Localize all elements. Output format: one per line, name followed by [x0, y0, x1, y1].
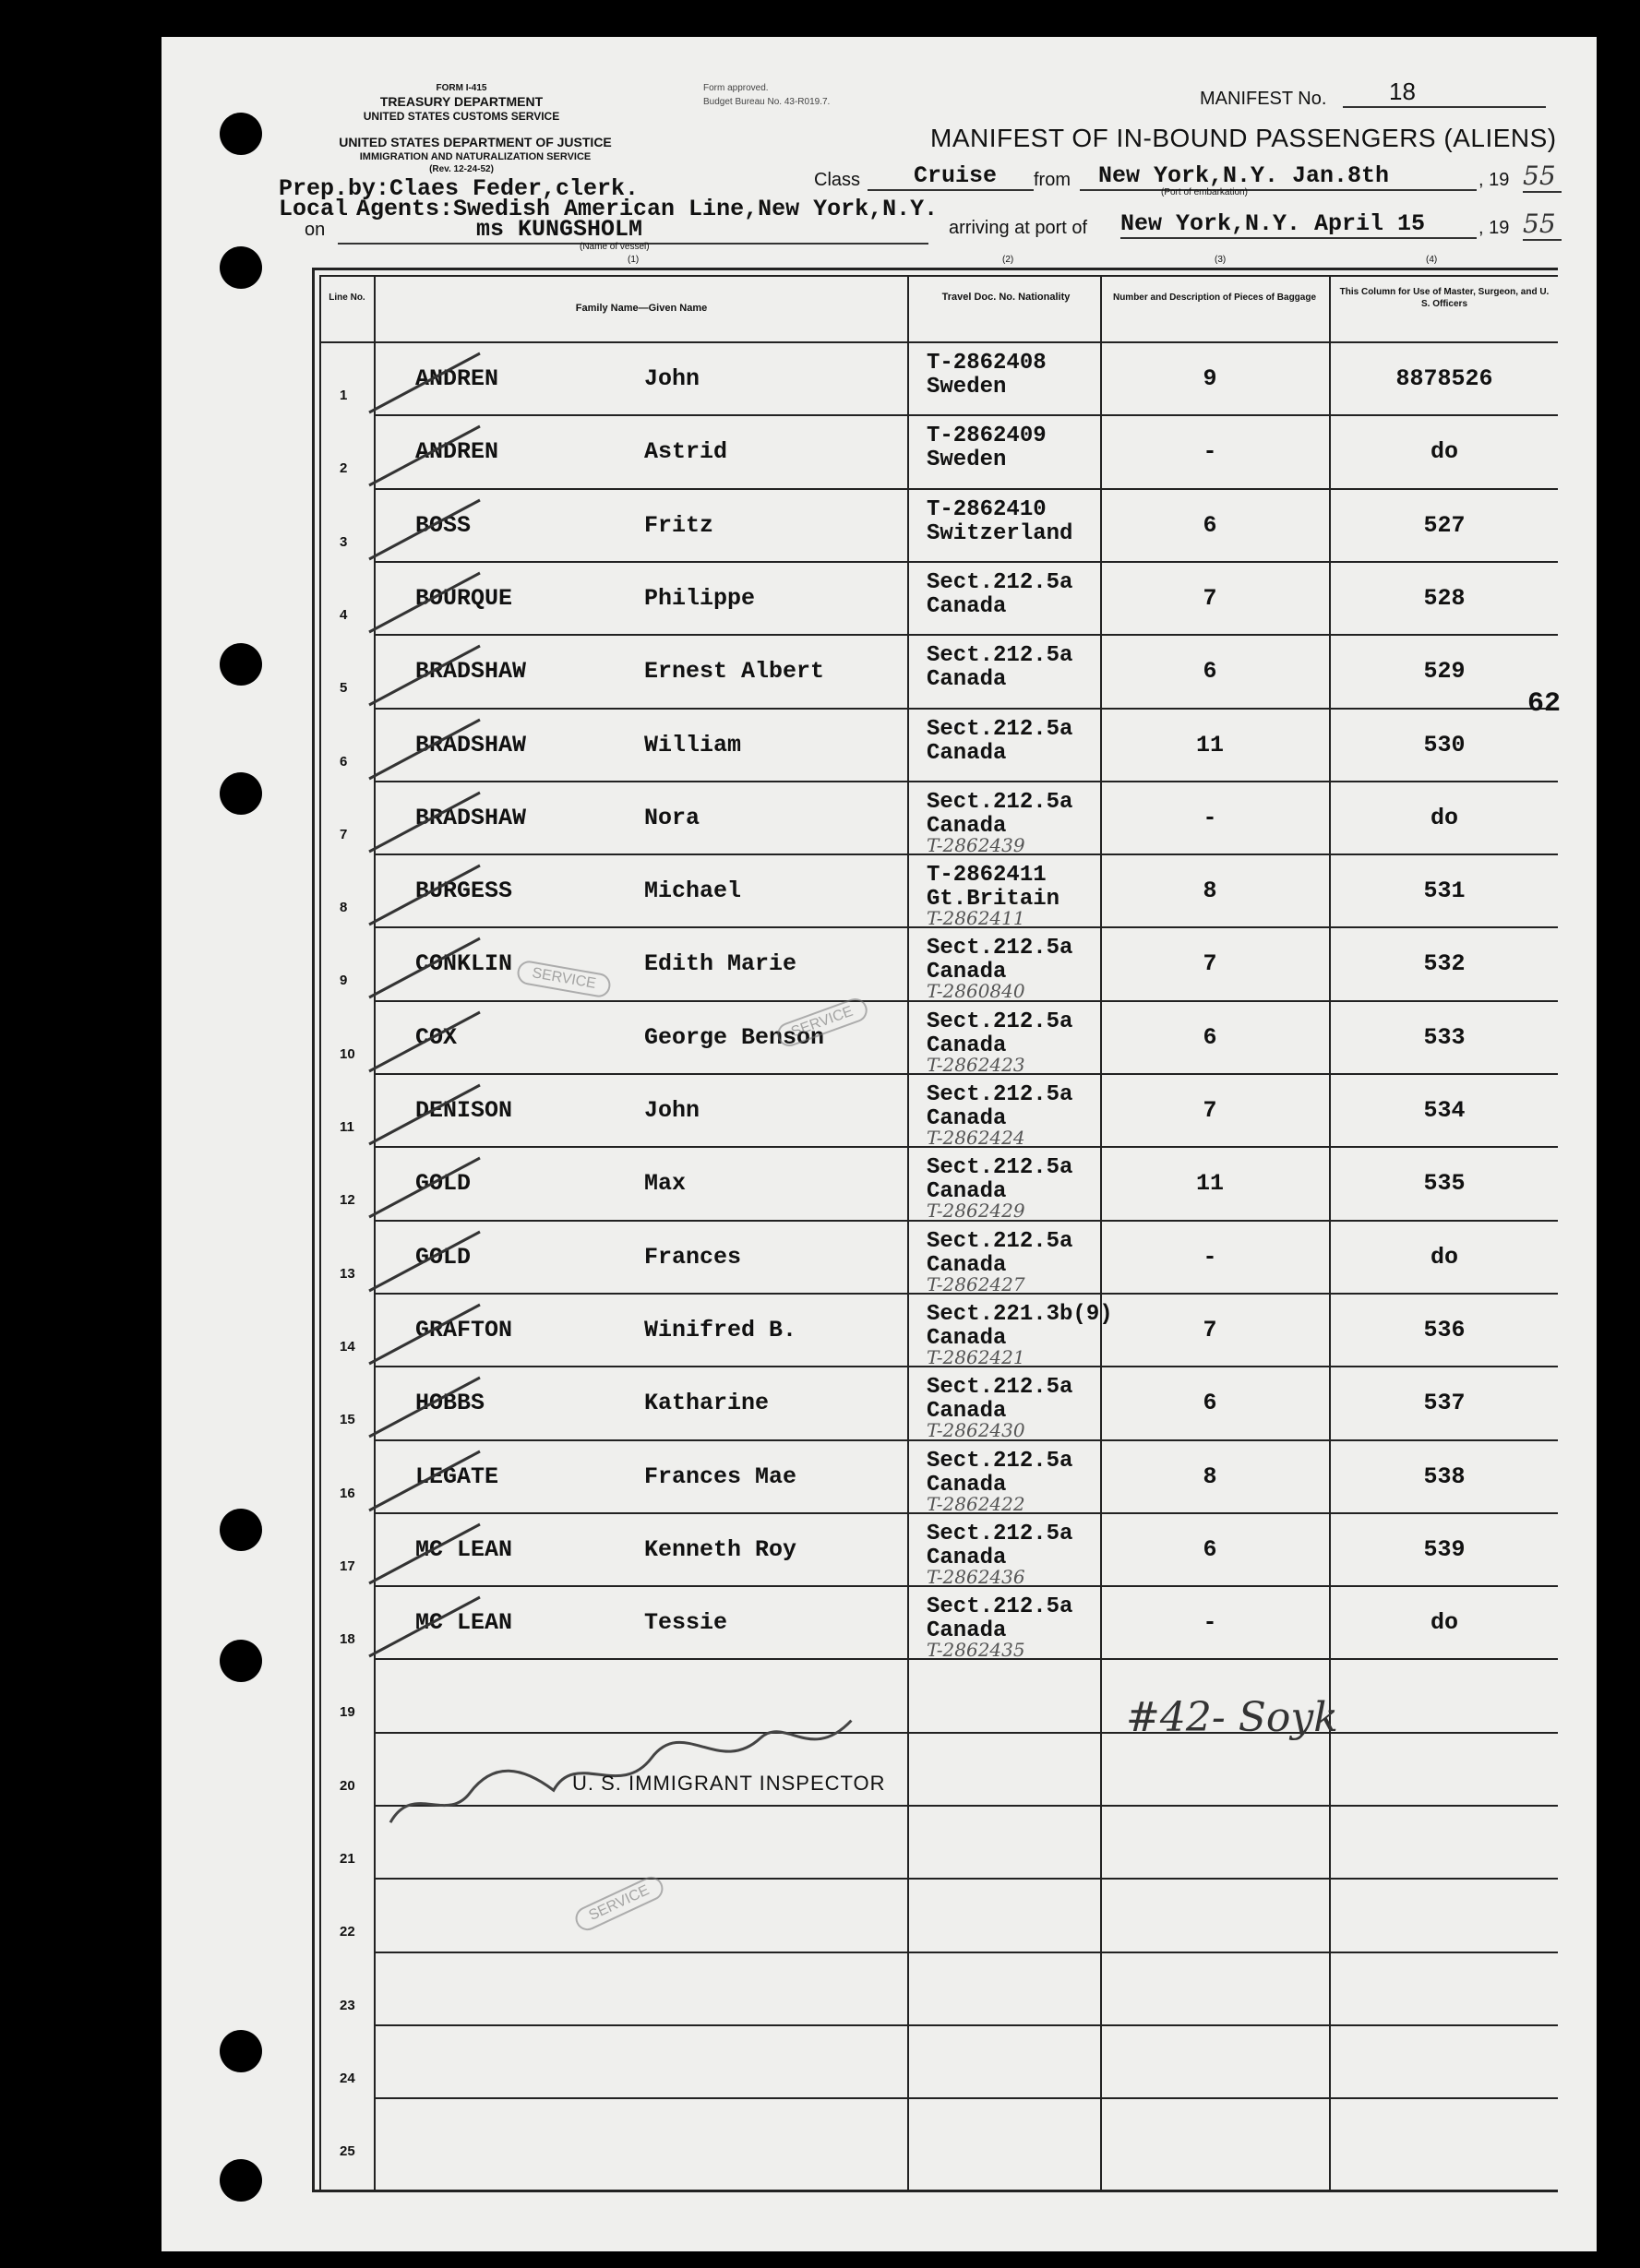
line-number: 13	[340, 1266, 355, 1282]
check-mark	[365, 785, 485, 859]
officer-value: 534	[1423, 1097, 1466, 1124]
row-rule	[374, 488, 1558, 490]
handwritten-doc-no: T-2862411	[927, 907, 1025, 929]
travel-doc: Sect.221.3b(9)	[927, 1302, 1113, 1327]
baggage-count: -	[1203, 438, 1217, 465]
family-name: GOLD	[415, 1170, 472, 1197]
line-number: 11	[340, 1119, 354, 1135]
family-name: LEGATE	[415, 1463, 499, 1490]
travel-doc: Sect.212.5a	[927, 1082, 1073, 1107]
check-mark	[365, 1078, 485, 1152]
nationality: Canada	[927, 814, 1007, 839]
family-name: BOSS	[415, 512, 472, 539]
handwritten-doc-no: T-2862427	[927, 1273, 1025, 1295]
handwritten-doc-no: T-2862423	[927, 1054, 1025, 1076]
given-name: Astrid	[644, 438, 728, 465]
given-name: Edith Marie	[644, 950, 797, 977]
check-mark	[365, 1370, 485, 1444]
handwritten-doc-no: T-2862435	[927, 1639, 1025, 1661]
line-number: 15	[340, 1412, 355, 1427]
officer-value: do	[1430, 1244, 1458, 1271]
given-name: George Benson	[644, 1024, 825, 1051]
col-num-2: (2)	[1002, 255, 1014, 265]
class-label: Class	[814, 170, 861, 190]
travel-doc: Sect.212.5a	[927, 1594, 1073, 1619]
officer-value: 533	[1423, 1024, 1466, 1051]
family-name: MC LEAN	[415, 1609, 513, 1636]
year-prefix: , 19	[1478, 170, 1510, 190]
baggage-count: 7	[1203, 950, 1217, 977]
handwritten-doc-no: T-2862439	[927, 834, 1025, 856]
baggage-count: 8	[1203, 1463, 1217, 1490]
binder-hole	[220, 1640, 262, 1682]
nationality: Canada	[927, 1033, 1007, 1058]
travel-doc: Sect.212.5a	[927, 936, 1073, 961]
line-number: 16	[340, 1486, 355, 1501]
family-name: BRADSHAW	[415, 732, 527, 758]
service-stamp: SERVICE	[774, 995, 871, 1049]
travel-doc: Sect.212.5a	[927, 643, 1073, 668]
nationality: Canada	[927, 1399, 1007, 1424]
officer-value: do	[1430, 805, 1458, 831]
line-number: 6	[340, 754, 348, 770]
baggage-count: -	[1203, 805, 1217, 831]
travel-doc: T-2862408	[927, 351, 1047, 376]
local-label: Local	[279, 196, 349, 222]
vessel-caption: (Name of vessel)	[580, 242, 650, 252]
officer-value: 537	[1423, 1390, 1466, 1416]
check-mark	[365, 1517, 485, 1591]
table-top-rule	[312, 268, 1558, 270]
justice-dept: UNITED STATES DEPARTMENT OF JUSTICE	[339, 135, 612, 149]
baggage-count: 6	[1203, 658, 1217, 685]
handwritten-doc-no: T-2862436	[927, 1566, 1025, 1588]
line-number: 21	[340, 1851, 355, 1867]
table-bottom-rule	[312, 2190, 1558, 2192]
officer-value: do	[1430, 1609, 1458, 1636]
on-label: on	[305, 220, 326, 240]
given-name: Ernest Albert	[644, 658, 825, 685]
travel-doc: Sect.212.5a	[927, 1449, 1073, 1474]
check-mark	[365, 1444, 485, 1518]
prepared-by: Prep.by:Claes Feder,clerk.	[279, 175, 640, 202]
col-num-1: (1)	[628, 255, 640, 265]
line-number: 19	[340, 1704, 355, 1720]
form-number: FORM I-415	[436, 83, 487, 93]
check-mark	[365, 858, 485, 932]
col-num-4: (4)	[1426, 255, 1438, 265]
line-number: 3	[340, 534, 348, 550]
col-line-no: Line No.	[329, 292, 365, 303]
nationality: Canada	[927, 667, 1007, 692]
family-name: BOURQUE	[415, 585, 513, 612]
col-officers: This Column for Use of Master, Surgeon, and U. S. Officers	[1339, 287, 1550, 309]
officer-value: 531	[1423, 877, 1466, 904]
class-value: Cruise	[868, 162, 1034, 191]
line-number: 24	[340, 2071, 355, 2086]
form-approved: Form approved.	[703, 83, 769, 93]
line-number: 1	[340, 388, 348, 403]
check-mark	[365, 1151, 485, 1224]
binder-hole	[220, 113, 262, 155]
given-name: Winifred B.	[644, 1317, 797, 1343]
count-note: #42- Soyk	[1126, 1694, 1338, 1741]
given-name: Katharine	[644, 1390, 770, 1416]
check-mark	[365, 1005, 485, 1079]
treasury-dept: TREASURY DEPARTMENT	[379, 94, 544, 109]
handwritten-doc-no: T-2862424	[927, 1127, 1025, 1149]
ins-service: IMMIGRATION AND NATURALIZATION SERVICE	[359, 151, 592, 162]
line-number: 17	[340, 1558, 355, 1574]
line-number: 2	[340, 460, 348, 476]
baggage-count: 9	[1203, 365, 1217, 392]
budget-bureau: Budget Bureau No. 43-R019.7.	[703, 97, 831, 107]
year-prefix-2: , 19	[1478, 218, 1510, 238]
col-name: Family Name—Given Name	[575, 303, 708, 314]
family-name: COX	[415, 1024, 458, 1051]
row-rule	[374, 781, 1558, 782]
family-name: ANDREN	[415, 365, 499, 392]
check-mark	[365, 712, 485, 786]
officer-value: 8878526	[1395, 365, 1493, 392]
row-rule	[374, 634, 1558, 636]
nationality: Canada	[927, 594, 1007, 619]
check-mark	[365, 1297, 485, 1371]
line-number: 25	[340, 2143, 355, 2159]
col-travel: Travel Doc. No. Nationality	[941, 292, 1071, 303]
baggage-count: 6	[1203, 1536, 1217, 1563]
baggage-count: -	[1203, 1244, 1217, 1271]
family-name: HOBBS	[415, 1390, 485, 1416]
handwritten-doc-no: T-2862422	[927, 1493, 1025, 1515]
nationality: Canada	[927, 1326, 1007, 1351]
baggage-count: 6	[1203, 512, 1217, 539]
nationality: Canada	[927, 1473, 1007, 1498]
given-name: Tessie	[644, 1609, 728, 1636]
travel-doc: Sect.212.5a	[927, 570, 1073, 595]
officer-value: 528	[1423, 585, 1466, 612]
binder-hole	[220, 2030, 262, 2072]
row-rule	[374, 1952, 1558, 1953]
line-number: 23	[340, 1998, 355, 2013]
embarkation: New York,N.Y. Jan.8th	[1080, 162, 1477, 191]
arriving-label: arriving at port of	[949, 218, 1088, 238]
side-mark: 62	[1527, 688, 1562, 720]
handwritten-doc-no: T-2862429	[927, 1200, 1025, 1222]
handwritten-doc-no: T-2860840	[927, 980, 1025, 1002]
row-rule	[374, 708, 1558, 710]
check-mark	[365, 419, 485, 493]
from-label: from	[1034, 170, 1071, 190]
embarkation-caption: (Port of embarkation)	[1161, 187, 1248, 197]
travel-doc: Sect.212.5a	[927, 1375, 1073, 1400]
given-name: Fritz	[644, 512, 714, 539]
nationality: Canada	[927, 1253, 1007, 1278]
row-rule	[374, 2097, 1558, 2099]
year-embark: 55	[1523, 161, 1562, 193]
check-mark	[365, 931, 485, 1005]
binder-hole	[220, 2159, 262, 2202]
travel-doc: T-2862409	[927, 424, 1047, 448]
year-arrival: 55	[1523, 209, 1562, 241]
binder-hole	[220, 772, 262, 815]
row-rule	[374, 2024, 1558, 2026]
baggage-count: 11	[1196, 1170, 1225, 1197]
nationality: Canada	[927, 1106, 1007, 1131]
line-number: 18	[340, 1631, 355, 1647]
line-number: 4	[340, 607, 348, 623]
binder-hole	[220, 643, 262, 686]
line-number: 22	[340, 1924, 355, 1940]
line-number: 8	[340, 900, 348, 915]
given-name: Max	[644, 1170, 687, 1197]
nationality: Canada	[927, 1179, 1007, 1204]
officer-value: 530	[1423, 732, 1466, 758]
officer-value: 535	[1423, 1170, 1466, 1197]
given-name: William	[644, 732, 742, 758]
nationality: Canada	[927, 1618, 1007, 1643]
travel-doc: Sect.212.5a	[927, 717, 1073, 742]
check-mark	[365, 346, 485, 420]
nationality: Sweden	[927, 375, 1007, 400]
baggage-count: 6	[1203, 1390, 1217, 1416]
officer-value: 539	[1423, 1536, 1466, 1563]
binder-hole	[220, 246, 262, 289]
family-name: ANDREN	[415, 438, 499, 465]
line-number: 14	[340, 1339, 355, 1355]
baggage-count: 7	[1203, 585, 1217, 612]
row-rule	[374, 1732, 1558, 1734]
inspector-label: U. S. IMMIGRANT INSPECTOR	[572, 1772, 886, 1795]
table-left-rule-inner	[319, 275, 321, 2191]
customs-service: UNITED STATES CUSTOMS SERVICE	[363, 110, 560, 123]
baggage-count: 7	[1203, 1317, 1217, 1343]
service-stamp: SERVICE	[571, 1873, 666, 1935]
given-name: John	[644, 1097, 700, 1124]
travel-doc: Sect.212.5a	[927, 790, 1073, 815]
line-number: 12	[340, 1192, 355, 1208]
family-name: BRADSHAW	[415, 805, 527, 831]
given-name: Nora	[644, 805, 700, 831]
row-rule	[374, 561, 1558, 563]
family-name: CONKLIN	[415, 950, 513, 977]
family-name: GRAFTON	[415, 1317, 513, 1343]
manifest-number: 18	[1343, 78, 1546, 108]
revision: (Rev. 12-24-52)	[429, 164, 494, 174]
officer-value: 538	[1423, 1463, 1466, 1490]
header-top-rule	[319, 275, 1558, 277]
row-rule	[374, 1878, 1558, 1880]
nationality: Gt.Britain	[927, 887, 1060, 912]
header-bottom-rule	[319, 341, 1558, 343]
nationality: Canada	[927, 741, 1007, 766]
travel-doc: T-2862410	[927, 497, 1047, 522]
check-mark	[365, 493, 485, 567]
given-name: John	[644, 365, 700, 392]
line-number: 7	[340, 827, 348, 842]
row-rule	[374, 414, 1558, 416]
family-name: BURGESS	[415, 877, 513, 904]
baggage-count: 7	[1203, 1097, 1217, 1124]
vessel-name: ms KUNGSHOLM	[338, 216, 928, 245]
line-number: 10	[340, 1046, 355, 1062]
binder-hole	[220, 1509, 262, 1551]
given-name: Kenneth Roy	[644, 1536, 797, 1563]
officer-value: 532	[1423, 950, 1466, 977]
officer-value: 536	[1423, 1317, 1466, 1343]
nationality: Canada	[927, 1546, 1007, 1570]
given-name: Frances	[644, 1244, 742, 1271]
check-mark	[365, 1590, 485, 1664]
travel-doc: T-2862411	[927, 863, 1047, 888]
manifest-title: MANIFEST OF IN-BOUND PASSENGERS (ALIENS)	[930, 124, 1557, 152]
given-name: Frances Mae	[644, 1463, 797, 1490]
given-name: Philippe	[644, 585, 756, 612]
baggage-count: 6	[1203, 1024, 1217, 1051]
line-number: 20	[340, 1778, 355, 1794]
check-mark	[365, 639, 485, 712]
nationality: Switzerland	[927, 521, 1073, 546]
line-number: 9	[340, 973, 348, 988]
given-name: Michael	[644, 877, 742, 904]
nationality: Sweden	[927, 448, 1007, 472]
service-stamp: SERVICE	[516, 959, 613, 998]
manifest-label: MANIFEST No.	[1200, 89, 1327, 109]
nationality: Canada	[927, 960, 1007, 985]
travel-doc: Sect.212.5a	[927, 1155, 1073, 1180]
family-name: GOLD	[415, 1244, 472, 1271]
officer-value: do	[1430, 438, 1458, 465]
family-name: MC LEAN	[415, 1536, 513, 1563]
baggage-count: 11	[1196, 732, 1225, 758]
travel-doc: Sect.212.5a	[927, 1229, 1073, 1254]
travel-doc: Sect.212.5a	[927, 1522, 1073, 1546]
agents: Agents:Swedish American Line,New York,N.Y.	[356, 196, 939, 222]
handwritten-doc-no: T-2862430	[927, 1419, 1025, 1441]
officer-value: 527	[1423, 512, 1466, 539]
col-baggage: Number and Description of Pieces of Baggage	[1112, 292, 1317, 303]
family-name: BRADSHAW	[415, 658, 527, 685]
check-mark	[365, 566, 485, 639]
line-number: 5	[340, 680, 348, 696]
family-name: DENISON	[415, 1097, 513, 1124]
handwritten-doc-no: T-2862421	[927, 1346, 1025, 1368]
baggage-count: 8	[1203, 877, 1217, 904]
travel-doc: Sect.212.5a	[927, 1009, 1073, 1034]
officer-value: 529	[1423, 658, 1466, 685]
baggage-count: -	[1203, 1609, 1217, 1636]
check-mark	[365, 1224, 485, 1298]
table-left-rule	[312, 268, 315, 2191]
arrival-port: New York,N.Y. April 15	[1120, 210, 1477, 239]
col-num-3: (3)	[1215, 255, 1227, 265]
